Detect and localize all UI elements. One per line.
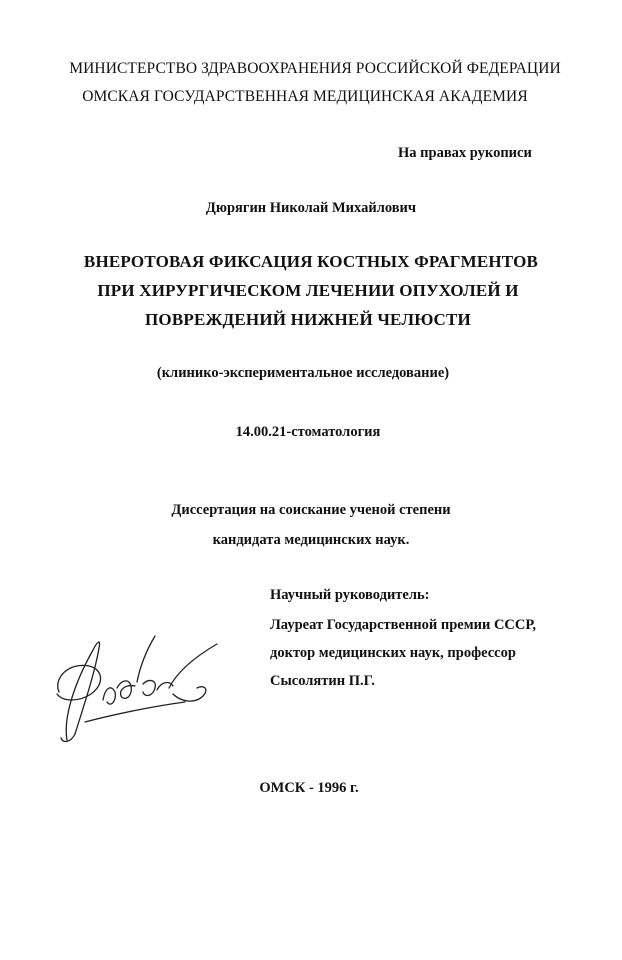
academy-name: ОМСКАЯ ГОСУДАРСТВЕННАЯ МЕДИЦИНСКАЯ АКАДЕМИЯ xyxy=(82,88,528,105)
handwritten-signature-icon xyxy=(45,622,235,752)
dissertation-title-line-3: ПОВРЕЖДЕНИЙ НИЖНЕЙ ЧЕЛЮСТИ xyxy=(144,310,471,329)
dissertation-title-line-1: ВНЕРОТОВАЯ ФИКСАЦИЯ КОСТНЫХ ФРАГМЕНТОВ xyxy=(83,252,539,271)
manuscript-note: На правах рукописи xyxy=(398,145,532,161)
thesis-purpose-line-1: Диссертация на соискание ученой степени xyxy=(171,502,451,518)
author-name: Дюрягин Николай Михайлович xyxy=(205,200,417,216)
specialty-code: 14.00.21-стоматология xyxy=(235,424,381,440)
thesis-purpose-line-2: кандидата медицинских наук. xyxy=(212,532,410,548)
supervisor-heading: Научный руководитель: xyxy=(270,587,430,603)
dissertation-title-line-2: ПРИ ХИРУРГИЧЕСКОМ ЛЕЧЕНИИ ОПУХОЛЕЙ И xyxy=(97,281,519,300)
research-type: (клинико-экспериментальное исследование) xyxy=(156,365,450,381)
city-year: ОМСК - 1996 г. xyxy=(259,780,359,796)
supervisor-name: Сысолятин П.Г. xyxy=(270,673,375,689)
supervisor-title-line-1: Лауреат Государственной премии СССР, xyxy=(270,617,537,633)
ministry-name: МИНИСТЕРСТВО ЗДРАВООХРАНЕНИЯ РОССИЙСКОЙ ФЕДЕРАЦИИ xyxy=(69,60,561,77)
supervisor-title-line-2: доктор медицинских наук, профессор xyxy=(270,645,516,661)
